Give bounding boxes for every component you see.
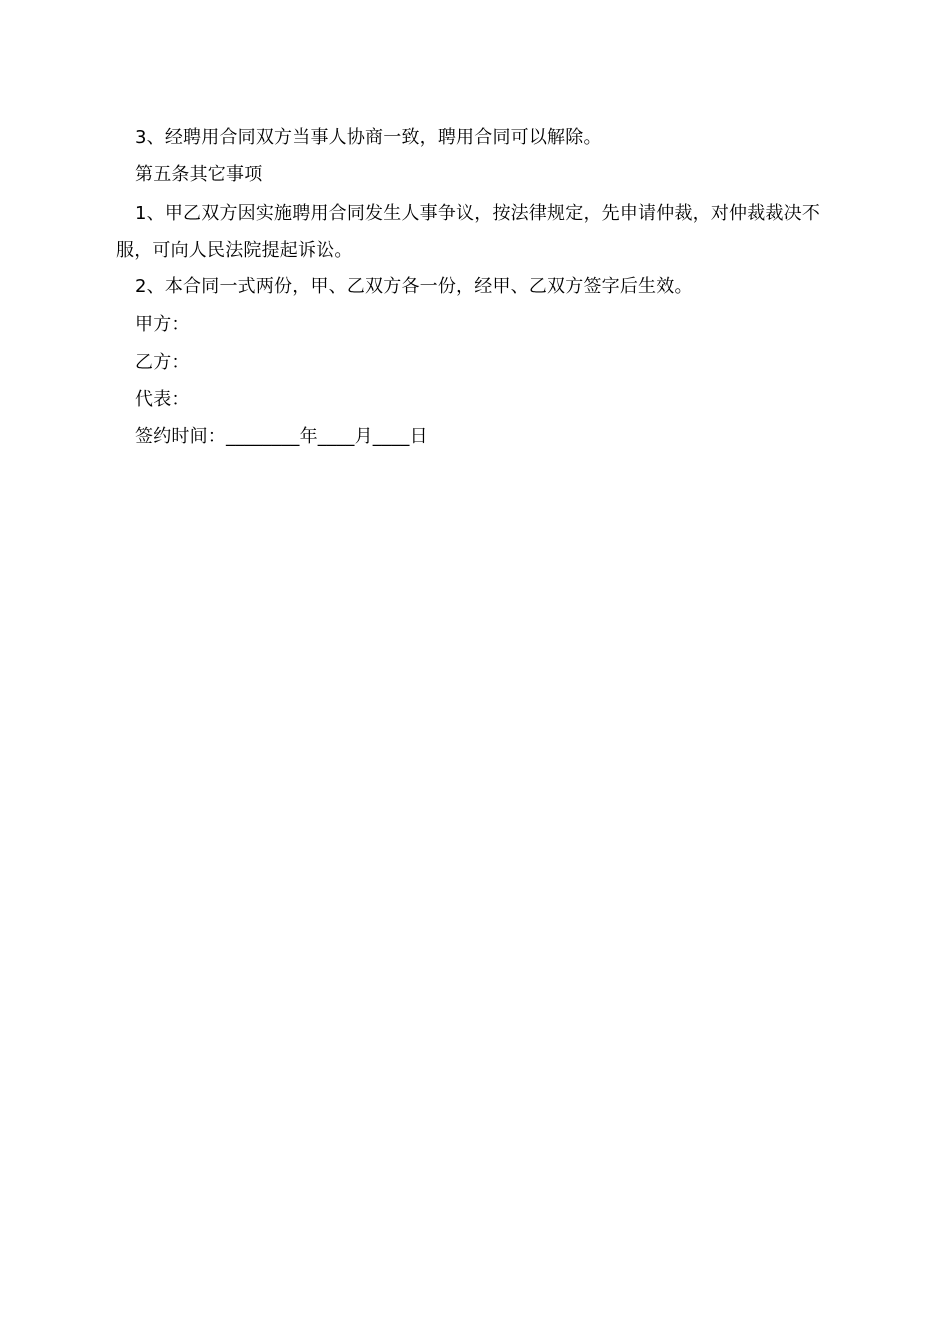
clause-copies-effective: 2、本合同一式两份，甲、乙双方各一份，经甲、乙双方签字后生效。 [135,276,693,297]
clause-termination-by-agreement: 3、经聘用合同双方当事人协商一致，聘用合同可以解除。 [135,127,602,148]
party-b-signature-line: 乙方： [135,352,190,373]
signing-date-line: 签约时间：________年____月____日 [135,426,428,447]
representative-line: 代表： [135,389,190,410]
clause-dispute-resolution: 1、甲乙双方因实施聘用合同发生人事争议，按法律规定，先申请仲裁，对仲裁裁决不服，可向人民法院提起诉讼。 [116,203,821,261]
article-five-heading: 第五条其它事项 [135,164,263,185]
party-a-signature-line: 甲方： [135,314,190,335]
